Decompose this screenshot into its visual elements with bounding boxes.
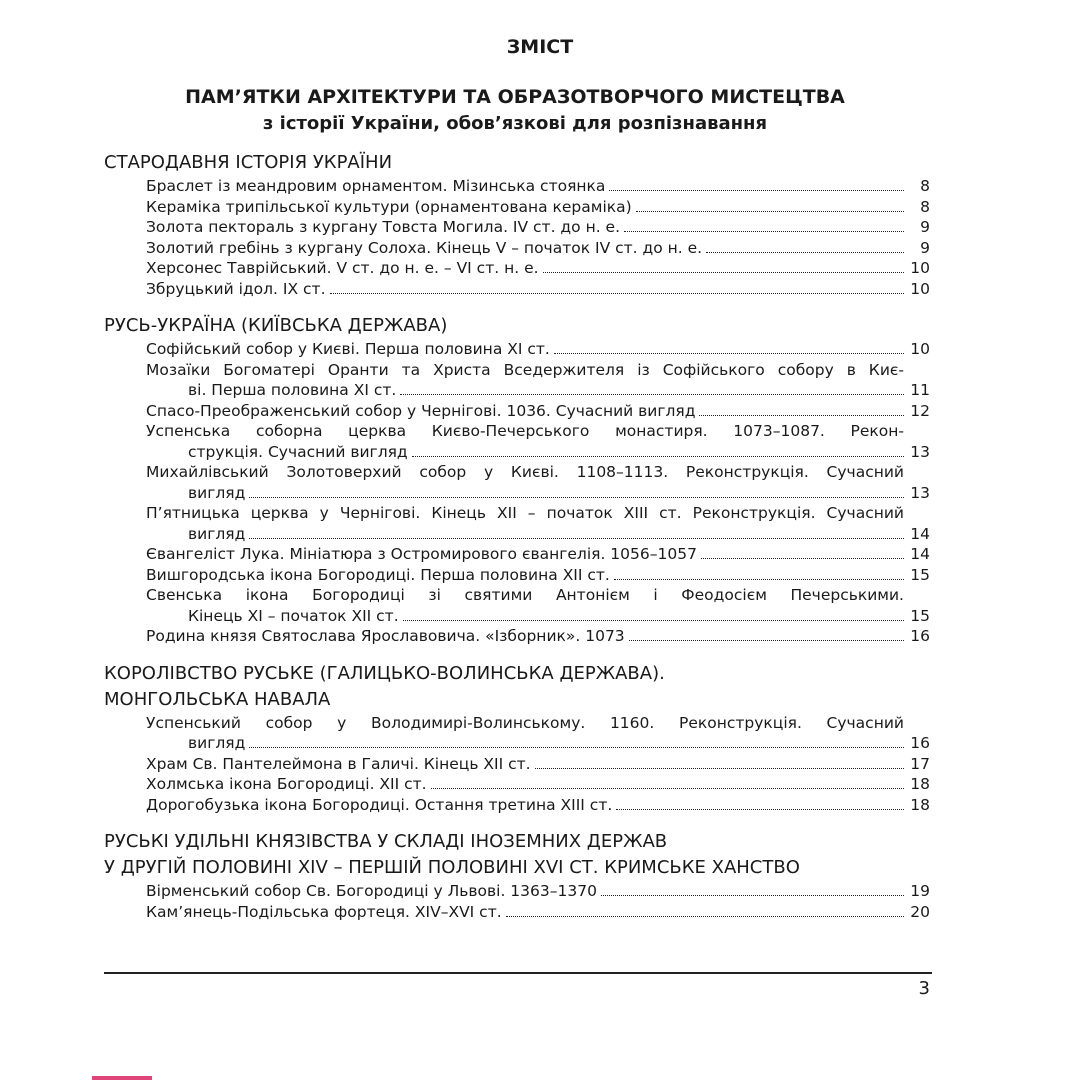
dot-leader: [330, 293, 905, 294]
toc-entry[interactable]: [146, 197, 930, 218]
entry-text: Золотий гребінь з кургану Солоха. Кінець V – початок IV ст. до н. е.: [146, 238, 703, 257]
section-title: РУСЬ-УКРАЇНА (КИЇВСЬКА ДЕРЖАВА): [104, 315, 448, 336]
entry-list: [104, 176, 930, 299]
entry-text: Дорогобузька ікона Богородиці. Остання третина XIII ст.: [146, 795, 613, 814]
entry-list: [104, 713, 930, 816]
toc-entry[interactable]: [146, 279, 930, 300]
entry-line2: [146, 380, 930, 401]
entry-text: Спасо-Преображенський собор у Чернігові. 1036. Сучасний вигляд: [146, 401, 696, 420]
entry-page-number: 15: [910, 606, 930, 625]
entry-text: Херсонес Таврійський. V ст. до н. е. – VI ст. н. е.: [146, 259, 539, 277]
table-of-contents: [104, 150, 930, 922]
section-title: КОРОЛІВСТВО РУСЬКЕ (ГАЛИЦЬКО-ВОЛИНСЬКА ДЕРЖАВА).: [104, 662, 665, 684]
entry-text: Браслет із меандровим орнаментом. Мізинська стоянка: [146, 177, 606, 195]
page-title: ЗМІСТ: [506, 36, 574, 58]
toc-entry[interactable]: [146, 713, 930, 754]
entry-line2: [146, 606, 930, 627]
entry-page-number: 10: [910, 279, 930, 298]
entry-text: Храм Св. Пантелеймона в Галичі. Кінець XII ст.: [146, 754, 531, 773]
toc-section: [104, 829, 930, 922]
dot-leader: [400, 394, 904, 395]
entry-line2: [146, 483, 930, 504]
dot-leader: [616, 809, 904, 810]
entry-page-number: 9: [920, 218, 930, 236]
entry-page-number: 16: [910, 627, 930, 645]
dot-leader: [614, 579, 904, 580]
entry-list: [104, 881, 930, 922]
dot-leader: [506, 916, 904, 917]
toc-section: [104, 150, 930, 299]
entry-text: Вірменський собор Св. Богородиці у Львові. 1363–1370: [146, 882, 597, 900]
entry-line2: [146, 733, 930, 754]
toc-entry[interactable]: [146, 360, 930, 401]
section-title: СТАРОДАВНЯ ІСТОРІЯ УКРАЇНИ: [104, 152, 393, 173]
entry-text-line1: Успенський собор у Володимирі-Волинському. 1160. Реконструкція. Сучасний: [146, 713, 904, 732]
entry-text-line1: Успенська соборна церква Києво-Печерського монастиря. 1073–1087. Рекон-: [146, 422, 904, 440]
section-title-line2: У ДРУГІЙ ПОЛОВИНІ XIV – ПЕРШІЙ ПОЛОВИНІ XVI СТ. КРИМСЬКЕ ХАНСТВО: [104, 857, 800, 878]
page-number: 3: [918, 978, 930, 999]
entry-text: Холмська ікона Богородиці. XII ст.: [146, 775, 427, 793]
entry-list: [104, 339, 930, 647]
entry-page-number: 19: [910, 882, 930, 900]
entry-page-number: 14: [910, 545, 930, 563]
dot-leader: [249, 497, 904, 498]
dot-leader: [554, 353, 904, 354]
entry-text: Збруцький ідол. IX ст.: [146, 279, 326, 298]
dot-leader: [636, 211, 904, 212]
dot-leader: [701, 558, 904, 559]
entry-page-number: 8: [920, 197, 930, 216]
section-title: РУСЬКІ УДІЛЬНІ КНЯЗІВСТВА У СКЛАДІ ІНОЗЕМНИХ ДЕРЖАВ: [104, 831, 668, 852]
dot-leader: [629, 640, 904, 641]
dot-leader: [249, 538, 904, 539]
toc-entry[interactable]: [146, 585, 930, 626]
toc-entry[interactable]: [146, 176, 930, 197]
toc-entry[interactable]: [146, 774, 930, 795]
footer-rule: [104, 972, 932, 974]
entry-text-line2: ві. Перша половина XI ст.: [188, 381, 397, 399]
entry-text: Софійський собор у Києві. Перша половина XI ст.: [146, 340, 550, 358]
toc-entry[interactable]: [146, 754, 930, 775]
entry-page-number: 15: [910, 565, 930, 584]
toc-section: [104, 661, 930, 816]
entry-text-line1: П’ятницька церква у Чернігові. Кінець XII – початок XIII ст. Реконструкція. Сучасний: [146, 504, 904, 522]
toc-entry[interactable]: [146, 626, 930, 647]
heading-main: ПАМ’ЯТКИ АРХІТЕКТУРИ ТА ОБРАЗОТВОРЧОГО МИСТЕЦТВА: [185, 86, 845, 108]
entry-page-number: 16: [910, 734, 930, 752]
dot-leader: [609, 190, 904, 191]
entry-page-number: 18: [910, 775, 930, 793]
section-title-line2: МОНГОЛЬСЬКА НАВАЛА: [104, 688, 331, 710]
toc-entry[interactable]: [146, 881, 930, 902]
dot-leader: [624, 231, 904, 232]
dot-leader: [403, 620, 904, 621]
toc-entry[interactable]: [146, 421, 930, 462]
dot-leader: [535, 768, 904, 769]
toc-entry[interactable]: [146, 565, 930, 586]
entry-text-line2: вигляд: [188, 524, 246, 543]
toc-section: [104, 313, 930, 647]
entry-page-number: 10: [910, 259, 930, 277]
toc-entry[interactable]: [146, 902, 930, 923]
entry-text: Кераміка трипільської культури (орнаментована кераміка): [146, 197, 632, 216]
accent-mark: [92, 1076, 152, 1080]
entry-text: Вишгородська ікона Богородиці. Перша половина XII ст.: [146, 565, 610, 584]
toc-entry[interactable]: [146, 503, 930, 544]
entry-page-number: 10: [910, 340, 930, 358]
entry-text-line2: вигляд: [188, 734, 246, 752]
entry-page-number: 14: [910, 524, 930, 543]
entry-text: Родина князя Святослава Ярославовича. «Ізборник». 1073: [146, 627, 625, 645]
entry-page-number: 9: [920, 238, 930, 257]
toc-entry[interactable]: [146, 795, 930, 816]
entry-page-number: 20: [910, 902, 930, 921]
entry-text-line2: Кінець XI – початок XII ст.: [188, 606, 399, 625]
entry-text: Золота пектораль з кургану Товста Могила. IV ст. до н. е.: [146, 218, 621, 236]
entry-text: Кам’янець-Подільська фортеця. XIV–XVI ст.: [146, 902, 502, 921]
entry-text-line2: вигляд: [188, 483, 246, 502]
entry-page-number: 17: [910, 754, 930, 773]
toc-entry[interactable]: [146, 462, 930, 503]
entry-text-line2: струкція. Сучасний вигляд: [188, 442, 408, 461]
dot-leader: [601, 895, 904, 896]
toc-entry[interactable]: [146, 401, 930, 422]
dot-leader: [249, 747, 904, 748]
heading-sub: з історії України, обов’язкові для розпізнавання: [262, 113, 768, 134]
toc-entry[interactable]: [146, 217, 930, 238]
entry-line2: [146, 524, 930, 545]
dot-leader: [431, 788, 904, 789]
entry-page-number: 13: [910, 442, 930, 461]
dot-leader: [543, 272, 904, 273]
toc-entry[interactable]: [146, 339, 930, 360]
entry-text-line1: Михайлівський Золотоверхий собор у Києві. 1108–1113. Реконструкція. Сучасний: [146, 463, 904, 481]
entry-page-number: 8: [920, 177, 930, 195]
toc-entry[interactable]: [146, 238, 930, 259]
entry-line2: [146, 442, 930, 463]
entry-page-number: 13: [910, 483, 930, 502]
entry-page-number: 11: [910, 381, 930, 399]
toc-entry[interactable]: [146, 258, 930, 279]
entry-page-number: 18: [910, 795, 930, 814]
dot-leader: [706, 252, 904, 253]
dot-leader: [412, 456, 904, 457]
entry-text-line1: Свенська ікона Богородиці зі святими Антонієм і Феодосієм Печерськими.: [146, 586, 904, 604]
entry-page-number: 12: [910, 401, 930, 420]
entry-text-line1: Мозаїки Богоматері Оранти та Христа Вседержителя із Софійського собору в Киє-: [146, 360, 904, 379]
toc-entry[interactable]: [146, 544, 930, 565]
dot-leader: [699, 415, 904, 416]
entry-text: Євангеліст Лука. Мініатюра з Остромирового євангелія. 1056–1057: [146, 545, 697, 563]
